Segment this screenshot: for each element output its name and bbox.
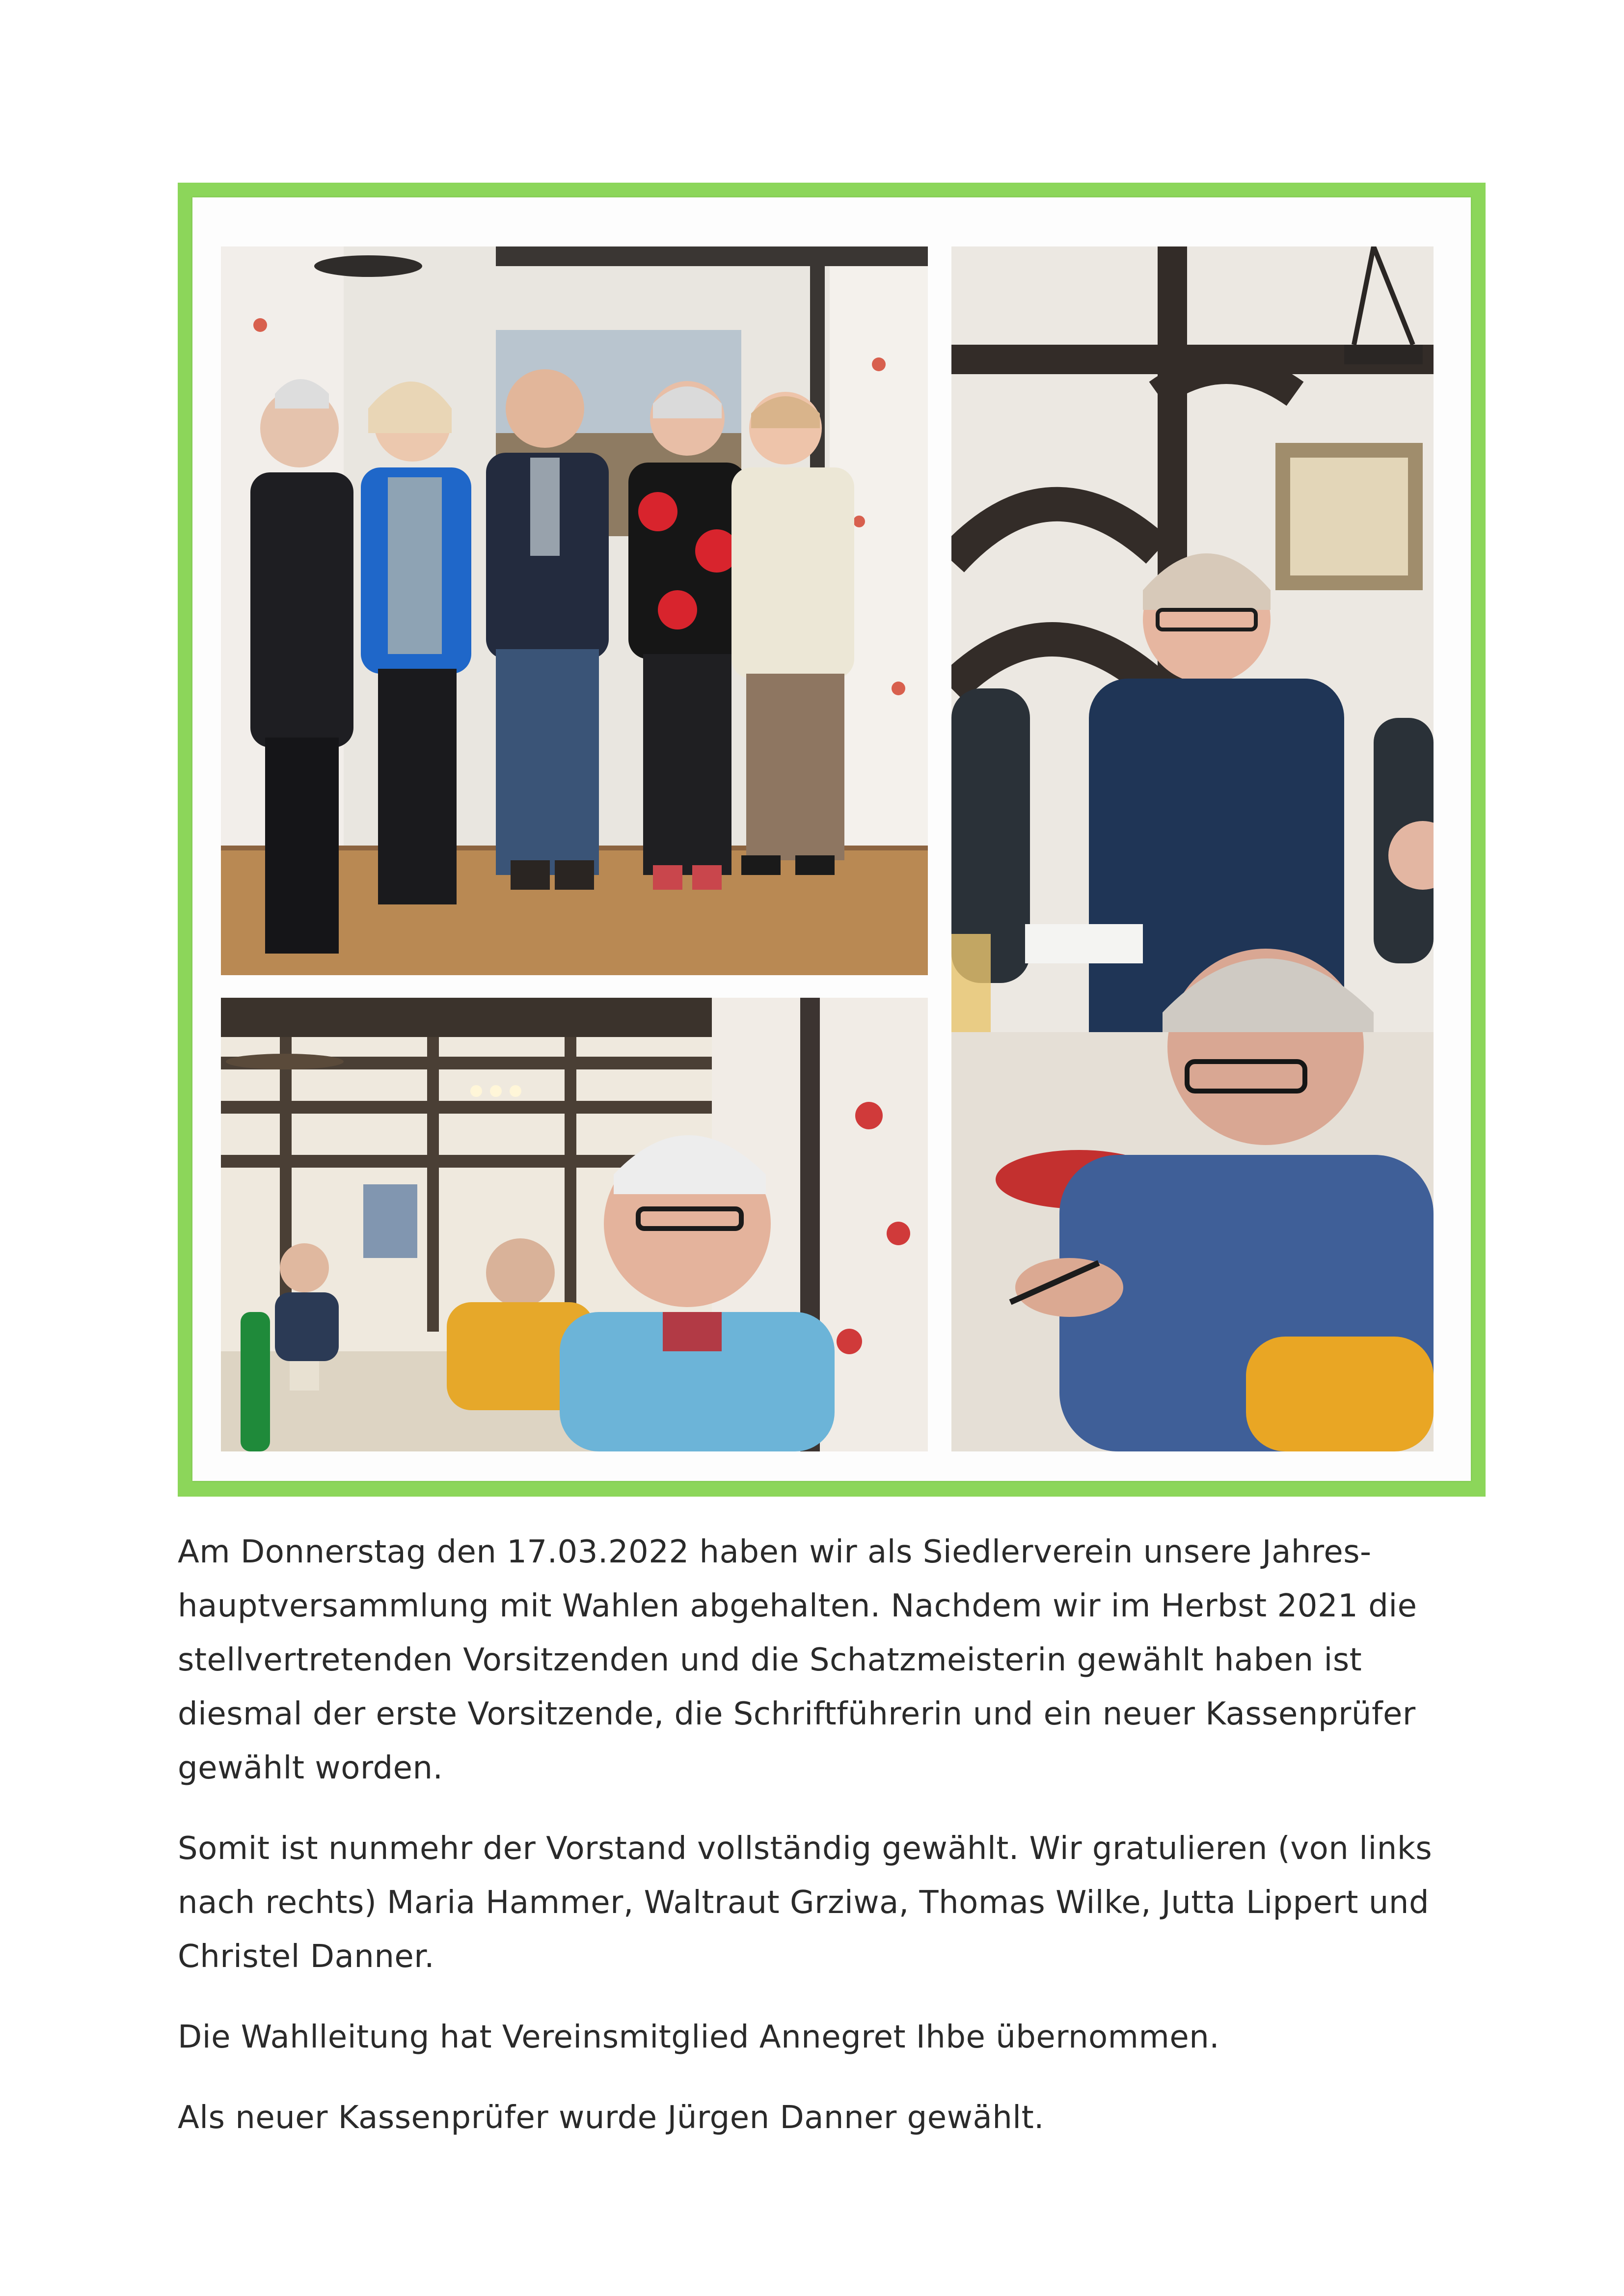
article-paragraph-4: Als neuer Kassenprüfer wurde Jürgen Danner gewählt. bbox=[178, 2100, 1044, 2136]
article-paragraph-3: Die Wahlleitung hat Vereinsmitglied Annegret Ihbe übernommen. bbox=[178, 2019, 1220, 2055]
speaker-photo bbox=[951, 246, 1434, 1451]
article-paragraph-2: Somit ist nunmehr der Vorstand vollständig gewählt. Wir gratulieren (von links nach rechts) Maria Hammer, Waltraut Grziwa, Thomas Wilke, Jutta Lippert und Christel Danner. bbox=[178, 1831, 1433, 1975]
meeting-table-photo bbox=[221, 998, 928, 1451]
photo-collage-frame bbox=[178, 183, 1486, 1497]
meeting-photo-image bbox=[221, 998, 928, 1451]
article-paragraph-1: Am Donnerstag den 17.03.2022 haben wir als Siedlerverein unsere Jahres-hauptversammlung mit Wahlen abgehalten. Nachdem wir im Herbst 2021 die stellvertretenden Vorsitzenden und die Schatzmeisterin gewählt haben ist diesmal der erste Vorsitzende, die Schriftführerin und ein neuer Kassenprüfer gewählt worden. bbox=[178, 1534, 1417, 1786]
group-photo-image bbox=[221, 246, 928, 975]
photo-collage bbox=[192, 197, 1471, 1481]
speaker-photo-image bbox=[951, 246, 1434, 1451]
group-photo bbox=[221, 246, 928, 975]
article-text bbox=[178, 1525, 1454, 2171]
